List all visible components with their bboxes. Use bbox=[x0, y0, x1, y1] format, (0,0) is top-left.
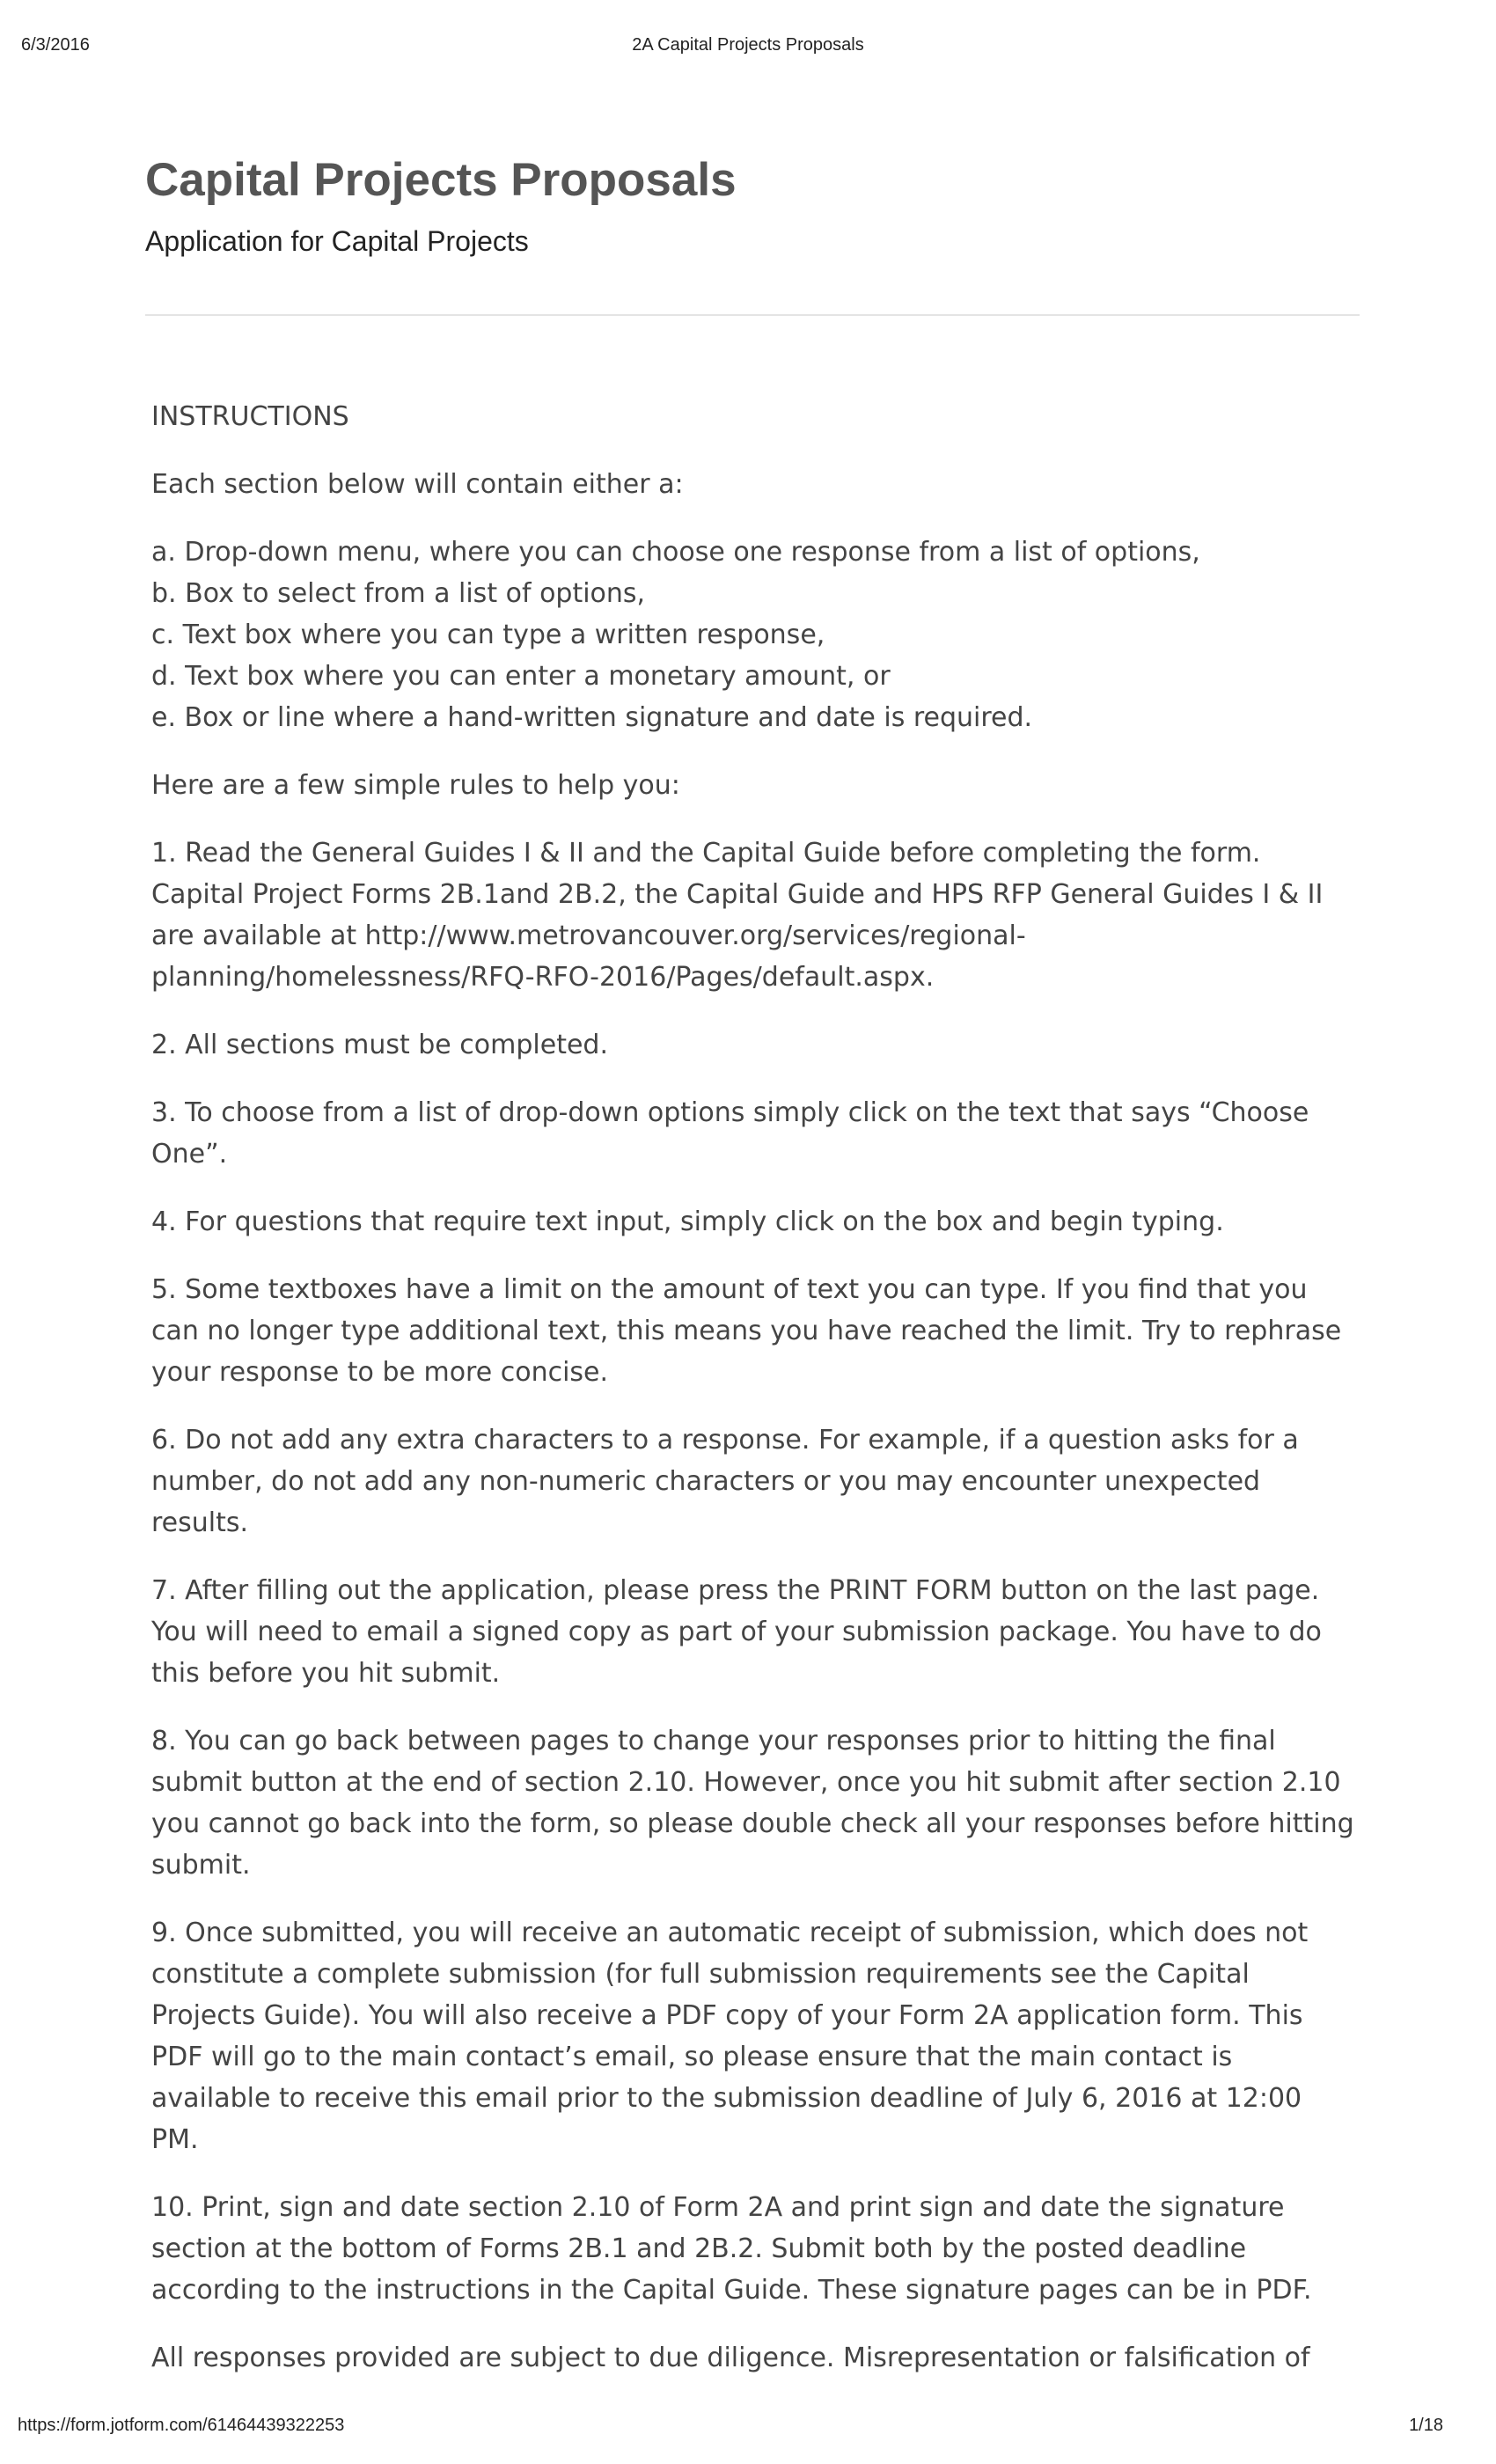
print-url: https://form.jotform.com/61464439322253 bbox=[18, 2416, 345, 2435]
input-types-list bbox=[151, 532, 1357, 738]
rule-item: 4. For questions that require text input, simply click on the box and begin typing. bbox=[151, 1206, 1224, 1237]
rule-item: 7. After filling out the application, please press the PRINT FORM button on the last page. You will need to email a signed copy as part of your submission package. You have to do this before you hit submit. bbox=[151, 1575, 1322, 1689]
instructions-heading: INSTRUCTIONS bbox=[151, 401, 349, 432]
form-header bbox=[145, 150, 1360, 259]
form-title: Capital Projects Proposals bbox=[145, 154, 737, 206]
list-item: e. Box or line where a hand-written signature and date is required. bbox=[151, 702, 1033, 733]
page-number: 1/18 bbox=[1409, 2416, 1443, 2435]
list-item: b. Box to select from a list of options, bbox=[151, 578, 646, 609]
instructions-intro: Each section below will contain either a: bbox=[151, 469, 684, 500]
rule-item: 6. Do not add any extra characters to a response. For example, if a question asks for a number, do not add any non-numeric characters or you may encounter unexpected results. bbox=[151, 1425, 1299, 1538]
rule-item: 1. Read the General Guides I & II and the Capital Guide before completing the form. Capital Project Forms 2B.1and 2B.2, the Capital Guide and HPS RFP General Guides I & II are available at http://www.metrovancouver.org/services/regional-planning/homelessness/RFQ-RFO-2016/Pages/default.aspx. bbox=[151, 838, 1324, 993]
print-header bbox=[0, 35, 1496, 62]
print-date: 6/3/2016 bbox=[21, 35, 90, 55]
list-item: a. Drop-down menu, where you can choose one response from a list of options, bbox=[151, 537, 1200, 568]
instructions-section bbox=[151, 396, 1357, 2405]
rule-item: 10. Print, sign and date section 2.10 of Form 2A and print sign and date the signature section at the bottom of Forms 2B.1 and 2B.2. Submit both by the posted deadline according to the instructions in the Capital Guide. These signature pages can be in PDF. bbox=[151, 2192, 1312, 2306]
list-item: c. Text box where you can type a written response, bbox=[151, 620, 825, 650]
rules-intro: Here are a few simple rules to help you: bbox=[151, 770, 680, 801]
rule-item: 2. All sections must be completed. bbox=[151, 1030, 609, 1060]
rule-item: 5. Some textboxes have a limit on the amount of text you can type. If you find that you can no longer type additional text, this means you have reached the limit. Try to rephrase your response to be more concise. bbox=[151, 1274, 1342, 1388]
rule-item: 8. You can go back between pages to change your responses prior to hitting the final submit button at the end of section 2.10. However, once you hit submit after section 2.10 you cannot go back into the form, so please double check all your responses before hitting submit. bbox=[151, 1726, 1354, 1881]
rule-item: 3. To choose from a list of drop-down options simply click on the text that says “Choose One”. bbox=[151, 1097, 1309, 1170]
print-footer bbox=[0, 2416, 1496, 2442]
form-subtitle: Application for Capital Projects bbox=[145, 225, 529, 257]
list-item: d. Text box where you can enter a monetary amount, or bbox=[151, 661, 891, 692]
header-divider bbox=[145, 314, 1360, 316]
print-document-title: 2A Capital Projects Proposals bbox=[632, 35, 864, 55]
closing-paragraph: All responses provided are subject to due diligence. Misrepresentation or falsification of bbox=[151, 2343, 1310, 2373]
rule-item: 9. Once submitted, you will receive an automatic receipt of submission, which does not constitute a complete submission (for full submission requirements see the Capital Projects Guide). You will also receive a PDF copy of your Form 2A application form. This PDF will go to the main contact’s email, so please ensure that the main contact is available to receive this email prior to the submission deadline of July 6, 2016 at 12:00 PM. bbox=[151, 1918, 1309, 2155]
